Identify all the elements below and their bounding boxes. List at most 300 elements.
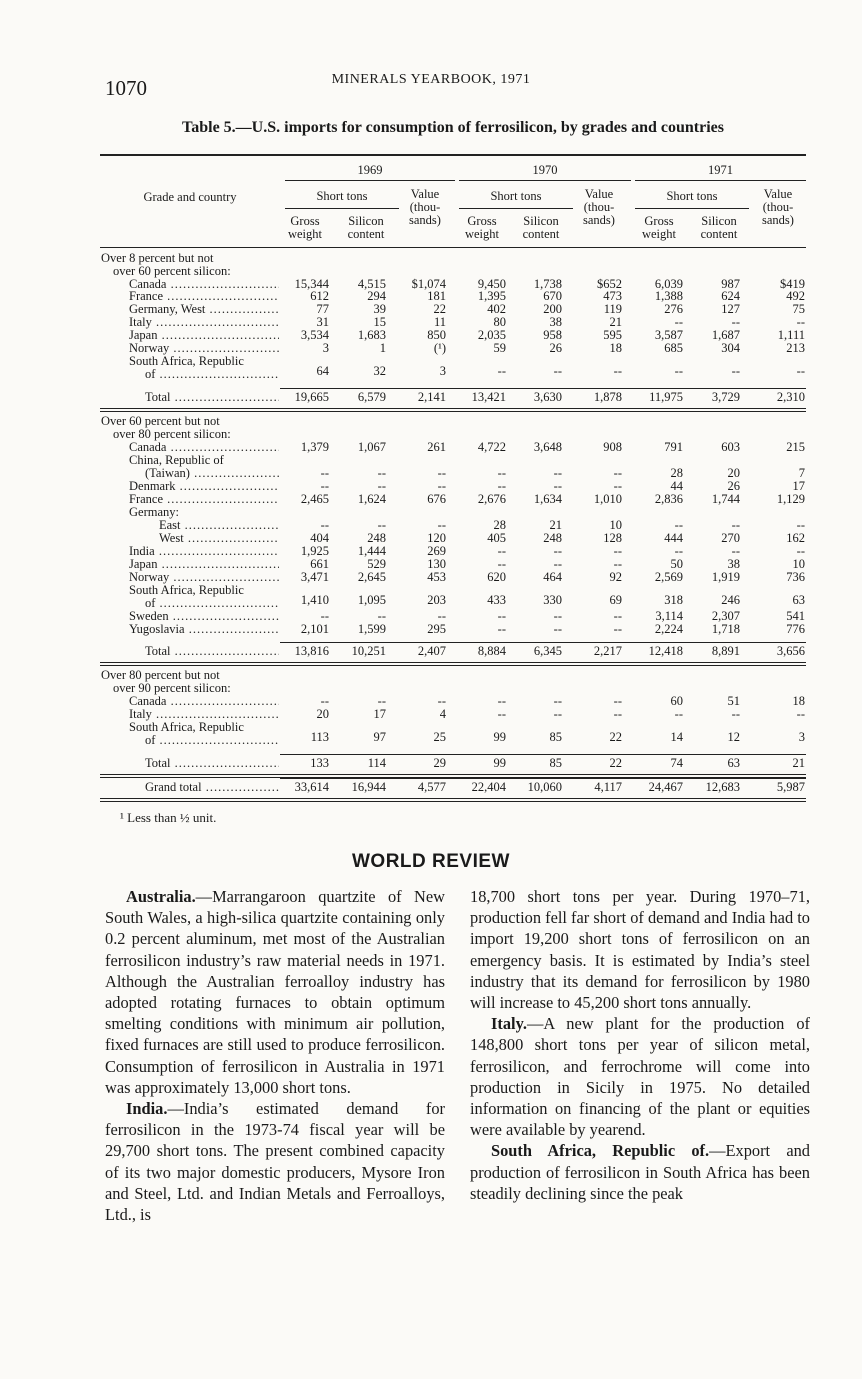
table-cell: 11 [433, 315, 446, 329]
total-rule [280, 754, 806, 755]
table-cell: 31 [316, 315, 329, 329]
country-head-italy: Italy. [491, 1014, 527, 1034]
group-heading: Over 60 percent but not [101, 415, 220, 428]
table-cell: 10 [609, 518, 622, 532]
table-cell: -- [613, 609, 622, 623]
table-cell: 92 [609, 570, 622, 584]
table-top-rule [100, 154, 806, 156]
row-label: France ..... [101, 290, 279, 303]
table-cell: 44 [670, 479, 683, 493]
table-cell: 28 [670, 466, 683, 480]
table-cell: 7 [798, 466, 805, 480]
table-cell: 3,729 [711, 390, 740, 404]
total-row-label: Total ..... [101, 391, 279, 404]
table-cell: 17 [792, 479, 805, 493]
total-row-label: Grand total ..... [101, 781, 279, 794]
table-cell: 3,630 [533, 390, 562, 404]
section-title: WORLD REVIEW [352, 851, 510, 872]
table-cell: -- [553, 694, 562, 708]
table-cell: -- [553, 707, 562, 721]
table-cell: 120 [427, 531, 446, 545]
paragraph-india-continued: 18,700 short tons per year. During 1970–71, production fell far short of demand and India had to import 19,200 short tons of ferrosilicon on an emergency basis. It is estimated by India’s steel industry that its demand for ferrosilicon by 1980 will increase to 45,200 short tons annually. [470, 887, 811, 1013]
table-cell: 987 [721, 277, 740, 291]
table-cell: 2,569 [654, 570, 683, 584]
table-cell: 444 [664, 531, 683, 545]
table-cell: 26 [727, 479, 740, 493]
gross-weight-1969: Gross weight [287, 214, 323, 241]
table-cell: 29 [433, 756, 446, 770]
table-cell: -- [674, 315, 683, 329]
table-cell: 200 [543, 302, 562, 316]
table-cell: -- [497, 466, 506, 480]
group-heading: over 90 percent silicon: [113, 682, 231, 695]
table-cell: -- [437, 609, 446, 623]
table-cell: 21 [549, 518, 562, 532]
table-cell: 318 [664, 593, 683, 607]
total-double-rule [100, 662, 806, 663]
row-label: Italy ..... [101, 316, 279, 329]
table-cell: 6,579 [357, 390, 386, 404]
table-cell: 958 [543, 328, 562, 342]
table-cell: $1,074 [411, 277, 446, 291]
imports-table [100, 153, 806, 813]
short-tons-1970: Short tons [490, 189, 542, 203]
table-cell: 15,344 [294, 277, 329, 291]
total-double-rule [100, 408, 806, 409]
table-cell: 8,884 [477, 644, 506, 658]
table-cell: 3 [322, 341, 329, 355]
table-cell: -- [674, 518, 683, 532]
year-1971: 1971 [708, 163, 733, 177]
table-cell: -- [377, 479, 386, 493]
table-cell: 12,418 [648, 644, 683, 658]
row-label: of ..... [101, 734, 279, 747]
total-double-rule [100, 411, 806, 412]
table-cell: 3 [798, 730, 805, 744]
table-cell: 26 [549, 341, 562, 355]
table-cell: 2,836 [654, 492, 683, 506]
table-cell: -- [553, 622, 562, 636]
table-cell: 15 [373, 315, 386, 329]
table-cell: 246 [721, 593, 740, 607]
table-cell: -- [613, 707, 622, 721]
table-cell: -- [796, 315, 805, 329]
table-cell: 294 [367, 289, 386, 303]
group-heading: over 80 percent silicon: [113, 428, 231, 441]
table-cell: 21 [609, 315, 622, 329]
table-cell: 541 [786, 609, 805, 623]
table-cell: -- [613, 364, 622, 378]
table-cell: -- [437, 466, 446, 480]
table-cell: 24,467 [648, 780, 683, 794]
table-cell: 248 [543, 531, 562, 545]
table-cell: 908 [603, 440, 622, 454]
paragraph-india: India.—India’s estimated demand for ferrosilicon in the 1973-74 fiscal year will be 29,700 short tons. The present combined capacity of its two major domestic producers, Mysore Iron and Steel, Ltd. and Indian Metals and Ferroalloys, Ltd., is [105, 1099, 445, 1225]
header-bottom-rule [100, 247, 806, 248]
table-cell: 38 [727, 557, 740, 571]
group-heading: Germany: [129, 506, 179, 519]
table-cell: 4,515 [357, 277, 386, 291]
year-rule-1970 [459, 180, 631, 181]
table-cell: 1,444 [357, 544, 386, 558]
table-cell: 17 [373, 707, 386, 721]
paragraph-italy: Italy.—A new plant for the production of 148,800 short tons per year of silicon metal, ferrosilicon, and ferrochrome will come into production in Sicily in 1975. No detailed information on financing of the plant or equities were available by yearend. [470, 1014, 810, 1140]
total-double-rule [100, 774, 806, 775]
table-cell: 2,035 [477, 328, 506, 342]
table-cell: 5,987 [776, 780, 805, 794]
table-cell: 22 [609, 756, 622, 770]
table-cell: 1,129 [776, 492, 805, 506]
table-cell: 85 [549, 730, 562, 744]
running-head: MINERALS YEARBOOK, 1971 [331, 72, 531, 87]
table-cell: -- [497, 694, 506, 708]
group-heading: South Africa, Republic [129, 721, 244, 734]
table-cell: 32 [373, 364, 386, 378]
table-cell: -- [731, 707, 740, 721]
year-rule-1969 [285, 180, 455, 181]
table-cell: 1,010 [593, 492, 622, 506]
table-cell: 133 [310, 756, 329, 770]
table-cell: -- [497, 557, 506, 571]
year-1970: 1970 [532, 163, 558, 177]
table-cell: 1,388 [654, 289, 683, 303]
row-label: Sweden ..... [101, 610, 279, 623]
table-cell: 39 [373, 302, 386, 316]
table-cell: 22,404 [471, 780, 506, 794]
table-cell: -- [497, 544, 506, 558]
gross-weight-1971: Gross weight [641, 214, 677, 241]
table-cell: 4 [439, 707, 446, 721]
table-cell: -- [613, 622, 622, 636]
table-cell: 18 [609, 341, 622, 355]
table-cell: 59 [493, 341, 506, 355]
table-cell: 1,919 [711, 570, 740, 584]
table-cell: -- [497, 479, 506, 493]
table-cell: 97 [373, 730, 386, 744]
table-cell: 2,101 [300, 622, 329, 636]
table-cell: 128 [603, 531, 622, 545]
table-cell: 38 [549, 315, 562, 329]
table-cell: -- [553, 479, 562, 493]
silicon-content-1969: Silicon content [347, 214, 385, 241]
table-cell: 1,067 [357, 440, 386, 454]
table-cell: -- [437, 694, 446, 708]
table-cell: 1,878 [593, 390, 622, 404]
text-column-left [105, 886, 445, 1225]
table-cell: 1,738 [533, 277, 562, 291]
table-cell: 3,656 [776, 644, 805, 658]
table-cell: 1,634 [533, 492, 562, 506]
row-label: East ..... [101, 519, 279, 532]
table-cell: 181 [427, 289, 446, 303]
total-double-rule [100, 665, 806, 666]
table-cell: 269 [427, 544, 446, 558]
paragraph-south-africa: South Africa, Republic of.—Export and production of ferrosilicon in South Africa has been steadily declining since the peak [470, 1141, 810, 1203]
table-cell: 50 [670, 557, 683, 571]
row-label: Japan ..... [101, 558, 279, 571]
table-cell: 1 [379, 341, 386, 355]
table-cell: -- [377, 609, 386, 623]
table-cell: 295 [427, 622, 446, 636]
row-label: India ..... [101, 545, 279, 558]
table-cell: -- [674, 364, 683, 378]
total-rule [280, 778, 806, 779]
table-cell: 3,648 [533, 440, 562, 454]
table-cell: $652 [597, 277, 622, 291]
row-label: France ..... [101, 493, 279, 506]
country-head-south-africa: South Africa, Republic of. [491, 1141, 710, 1161]
total-double-rule [100, 777, 806, 778]
row-label: Canada ..... [101, 278, 279, 291]
table-cell: 850 [427, 328, 446, 342]
table-cell: 6,039 [654, 277, 683, 291]
table-cell: 74 [670, 756, 683, 770]
table-cell: -- [497, 707, 506, 721]
table-footnote: ¹ Less than ½ unit. [120, 810, 217, 825]
table-cell: 529 [367, 557, 386, 571]
table-cell: -- [731, 518, 740, 532]
table-cell: 791 [664, 440, 683, 454]
year-rule-1971 [635, 180, 806, 181]
table-cell: 99 [493, 756, 506, 770]
short-tons-rule-1970 [459, 208, 573, 209]
table-cell: -- [613, 466, 622, 480]
table-cell: -- [674, 707, 683, 721]
table-cell: 4,117 [594, 780, 622, 794]
table-cell: 16,944 [351, 780, 386, 794]
total-double-rule [100, 798, 806, 799]
table-cell: 248 [367, 531, 386, 545]
table-cell: 75 [792, 302, 805, 316]
silicon-content-1970: Silicon content [522, 214, 560, 241]
text-column-right [470, 886, 810, 1204]
table-cell: 661 [310, 557, 329, 571]
group-heading: Over 8 percent but not [101, 252, 214, 265]
table-cell: -- [377, 466, 386, 480]
table-cell: 14 [670, 730, 683, 744]
gross-weight-1970: Gross weight [464, 214, 500, 241]
table-cell: 4,577 [417, 780, 446, 794]
table-cell: 473 [603, 289, 622, 303]
table-cell: 736 [786, 570, 805, 584]
table-cell: 203 [427, 593, 446, 607]
table-cell: 3,114 [655, 609, 683, 623]
table-cell: 114 [367, 756, 386, 770]
row-label: Germany, West ..... [101, 303, 279, 316]
table-cell: 603 [721, 440, 740, 454]
table-cell: 113 [310, 730, 329, 744]
table-cell: 405 [487, 531, 506, 545]
page-number: 1070 [105, 76, 147, 100]
table-cell: 1,395 [477, 289, 506, 303]
table-cell: 2,217 [593, 644, 622, 658]
table-cell: 492 [786, 289, 805, 303]
table-cell: -- [613, 544, 622, 558]
country-head-india: India. [126, 1099, 168, 1119]
row-label: Denmark ..... [101, 480, 279, 493]
table-cell: 119 [603, 302, 622, 316]
table-cell: -- [796, 707, 805, 721]
table-cell: 77 [316, 302, 329, 316]
row-label: Norway ..... [101, 342, 279, 355]
short-tons-rule-1969 [285, 208, 399, 209]
short-tons-1971: Short tons [666, 189, 718, 203]
total-row-label: Total ..... [101, 645, 279, 658]
short-tons-1969: Short tons [316, 189, 368, 203]
table-cell: 21 [792, 756, 805, 770]
table-cell: (¹) [433, 341, 446, 355]
table-cell: -- [553, 609, 562, 623]
table-cell: 13,421 [471, 390, 506, 404]
table-cell: 51 [727, 694, 740, 708]
table-cell: 1,624 [357, 492, 386, 506]
table-cell: 19,665 [294, 390, 329, 404]
table-cell: 1,410 [300, 593, 329, 607]
table-cell: 433 [487, 593, 506, 607]
table-cell: 63 [727, 756, 740, 770]
table-cell: 10 [792, 557, 805, 571]
table-cell: 402 [487, 302, 506, 316]
row-label: of ..... [101, 597, 279, 610]
table-cell: -- [796, 364, 805, 378]
table-cell: 776 [786, 622, 805, 636]
table-cell: 85 [549, 756, 562, 770]
table-cell: 3,471 [300, 570, 329, 584]
table-cell: 1,379 [300, 440, 329, 454]
table-cell: -- [613, 694, 622, 708]
table-title: Table 5.—U.S. imports for consumption of ferrosilicon, by grades and countries [182, 119, 724, 136]
row-label: (Taiwan) ..... [101, 467, 279, 480]
short-tons-rule-1971 [635, 208, 749, 209]
total-row-label: Total ..... [101, 757, 279, 770]
table-cell: 595 [603, 328, 622, 342]
table-cell: -- [320, 518, 329, 532]
table-cell: 8,891 [711, 644, 740, 658]
table-cell: -- [437, 479, 446, 493]
row-label: Norway ..... [101, 571, 279, 584]
table-cell: -- [731, 544, 740, 558]
table-cell: 22 [433, 302, 446, 316]
value-1969: Value (thou- sands) [409, 187, 441, 227]
table-cell: 453 [427, 570, 446, 584]
table-cell: 18 [792, 694, 805, 708]
table-cell: 3,587 [654, 328, 683, 342]
stub-header: Grade and country [143, 190, 237, 204]
table-cell: -- [731, 315, 740, 329]
group-heading: over 60 percent silicon: [113, 265, 231, 278]
table-cell: 1,925 [300, 544, 329, 558]
table-cell: 670 [543, 289, 562, 303]
table-cell: -- [377, 694, 386, 708]
row-label: Canada ..... [101, 695, 279, 708]
table-cell: 1,599 [357, 622, 386, 636]
table-cell: 1,095 [357, 593, 386, 607]
table-cell: 2,307 [711, 609, 740, 623]
table-cell: 685 [664, 341, 683, 355]
table-cell: 2,224 [654, 622, 683, 636]
table-cell: 3 [439, 364, 446, 378]
table-cell: 620 [487, 570, 506, 584]
table-cell: 80 [493, 315, 506, 329]
table-cell: -- [320, 694, 329, 708]
total-rule [280, 388, 806, 389]
group-heading: China, Republic of [129, 454, 224, 467]
group-heading: South Africa, Republic [129, 355, 244, 368]
table-cell: 60 [670, 694, 683, 708]
table-cell: 2,407 [417, 644, 446, 658]
table-cell: 261 [427, 440, 446, 454]
table-cell: 3,534 [300, 328, 329, 342]
table-cell: 213 [786, 341, 805, 355]
table-cell: 10,060 [527, 780, 562, 794]
row-label: Yugoslavia ..... [101, 623, 279, 636]
table-cell: -- [731, 364, 740, 378]
table-cell: 2,310 [776, 390, 805, 404]
total-double-rule [100, 801, 806, 802]
table-cell: 2,141 [417, 390, 446, 404]
table-cell: -- [553, 544, 562, 558]
table-cell: 12,683 [705, 780, 740, 794]
table-cell: 130 [427, 557, 446, 571]
table-cell: 20 [316, 707, 329, 721]
table-cell: 64 [316, 364, 329, 378]
table-cell: -- [553, 466, 562, 480]
value-1971: Value (thou- sands) [762, 187, 794, 227]
row-label: West ..... [101, 532, 279, 545]
table-cell: 270 [721, 531, 740, 545]
total-rule [280, 642, 806, 643]
table-cell: -- [796, 544, 805, 558]
year-1969: 1969 [357, 163, 383, 177]
table-cell: 1,683 [357, 328, 386, 342]
table-cell: 99 [493, 730, 506, 744]
table-cell: 215 [786, 440, 805, 454]
table-cell: 2,645 [357, 570, 386, 584]
table-cell: 10,251 [351, 644, 386, 658]
page-header [0, 70, 862, 100]
table-cell: 1,744 [711, 492, 740, 506]
table-cell: 11,975 [649, 390, 683, 404]
table-cell: -- [796, 518, 805, 532]
table-cell: -- [320, 479, 329, 493]
table-cell: 63 [792, 593, 805, 607]
table-cell: 276 [664, 302, 683, 316]
table-cell: -- [437, 518, 446, 532]
paragraph-australia: Australia.—Marrangaroon quartzite of New South Wales, a high-silica quartzite containing only 0.2 percent aluminum, met most of the Australian ferrosilicon industry’s raw material needs in 1971. Although the Australian ferroalloy industry has adopted rotating furnaces to obtain optimum smelting conditions with minimum air pollution, fixed furnaces are still used to produce ferrosilicon. Consumption of ferrosilicon in Australia in 1971 was approximately 13,000 short tons. [105, 887, 445, 1097]
table-cell: 162 [786, 531, 805, 545]
silicon-content-1971: Silicon content [700, 214, 738, 241]
table-cell: 330 [543, 593, 562, 607]
table-cell: 25 [433, 730, 446, 744]
table-cell: 1,687 [711, 328, 740, 342]
table-cell: -- [497, 622, 506, 636]
table-cell: 464 [543, 570, 562, 584]
table-cell: 12 [727, 730, 740, 744]
table-cell: 127 [721, 302, 740, 316]
table-cell: 1,111 [777, 328, 805, 342]
table-cell: -- [497, 609, 506, 623]
table-cell: 1,718 [711, 622, 740, 636]
table-cell: -- [377, 518, 386, 532]
group-heading: South Africa, Republic [129, 584, 244, 597]
table-cell: -- [553, 364, 562, 378]
table-cell: 2,465 [300, 492, 329, 506]
table-cell: 4,722 [477, 440, 506, 454]
table-cell: 2,676 [477, 492, 506, 506]
table-cell: 22 [609, 730, 622, 744]
row-label: of ..... [101, 368, 279, 381]
table-cell: 612 [310, 289, 329, 303]
